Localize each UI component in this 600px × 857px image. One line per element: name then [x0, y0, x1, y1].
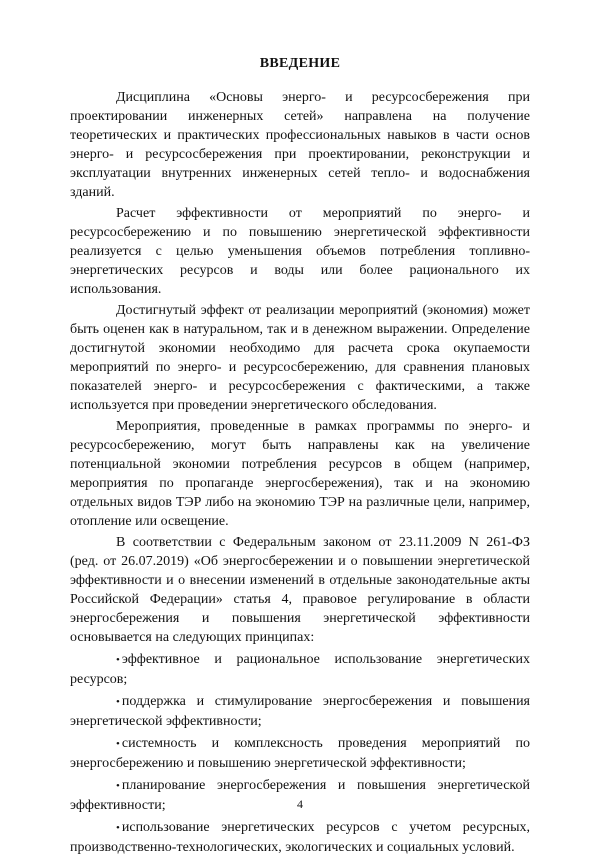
list-item-text: системность и комплексность проведения мероприятий по энергосбережению и повышению энергетической эффективности; — [70, 736, 530, 771]
list-item-text: поддержка и стимулирование энергосбережения и повышения энергетической эффективности; — [70, 694, 530, 729]
page-number: 4 — [297, 797, 303, 811]
bullet-icon: • — [116, 822, 120, 834]
bullet-icon: • — [116, 738, 120, 750]
list-item-text: использование энергетических ресурсов с учетом ресурсных, производственно-технологических, экологических и социальных условий. — [70, 820, 530, 855]
paragraph: Мероприятия, проведенные в рамках программы по энерго- и ресурсосбережению, могут быть направлены как на увеличение потенциальной экономии потребления ресурсов в общем (например, мероприятия по пропаганде энергосбережения), так и на экономию отдельных видов ТЭР либо на экономию ТЭР на различные цели, например, отопление или освещение. — [70, 419, 530, 529]
list-item — [70, 650, 530, 689]
list-item — [70, 692, 530, 731]
paragraph: В соответствии с Федеральным законом от 23.11.2009 N 261-ФЗ (ред. от 26.07.2019) «Об энергосбережении и о повышении энергетической эффективности и о внесении изменений в отдельные законодательные акты Российской Федерации» статья 4, правовое регулирование в области энергосбережения и повышения энергетической эффективности основывается на следующих принципах: — [70, 535, 530, 645]
body-text — [70, 88, 530, 857]
list-item — [70, 734, 530, 773]
bullet-icon: • — [116, 696, 120, 708]
list-item-text: эффективное и рациональное использование энергетических ресурсов; — [70, 652, 530, 687]
list-item — [70, 818, 530, 857]
list-item-text: планирование энергосбережения и повышения энергетической эффективности; — [70, 778, 530, 813]
paragraph: Дисциплина «Основы энерго- и ресурсосбережения при проектировании инженерных сетей» направлена на получение теоретических и практических профессиональных навыков в части основ энерго- и ресурсосбережения при проектировании, реконструкции и эксплуатации внутренних инженерных сетей тепло- и водоснабжения зданий. — [70, 90, 530, 200]
bullet-icon: • — [116, 780, 120, 792]
paragraph: Расчет эффективности от мероприятий по энерго- и ресурсосбережению и по повышению энергетической эффективности реализуется с целью уменьшения объемов потребления топливно-энергетических ресурсов и воды или более рационального их использования. — [70, 206, 530, 297]
page-title: ВВЕДЕНИЕ — [259, 56, 341, 71]
bullet-icon: • — [116, 654, 120, 666]
paragraph: Достигнутый эффект от реализации мероприятий (экономия) может быть оценен как в натуральном, так и в денежном выражении. Определение достигнутой экономии необходимо для расчета срока окупаемости мероприятий по энерго- и ресурсосбережению, для сравнения плановых показателей энерго- и ресурсосбережения с фактическими, а также используется при проведении энергетического обследования. — [70, 303, 530, 413]
